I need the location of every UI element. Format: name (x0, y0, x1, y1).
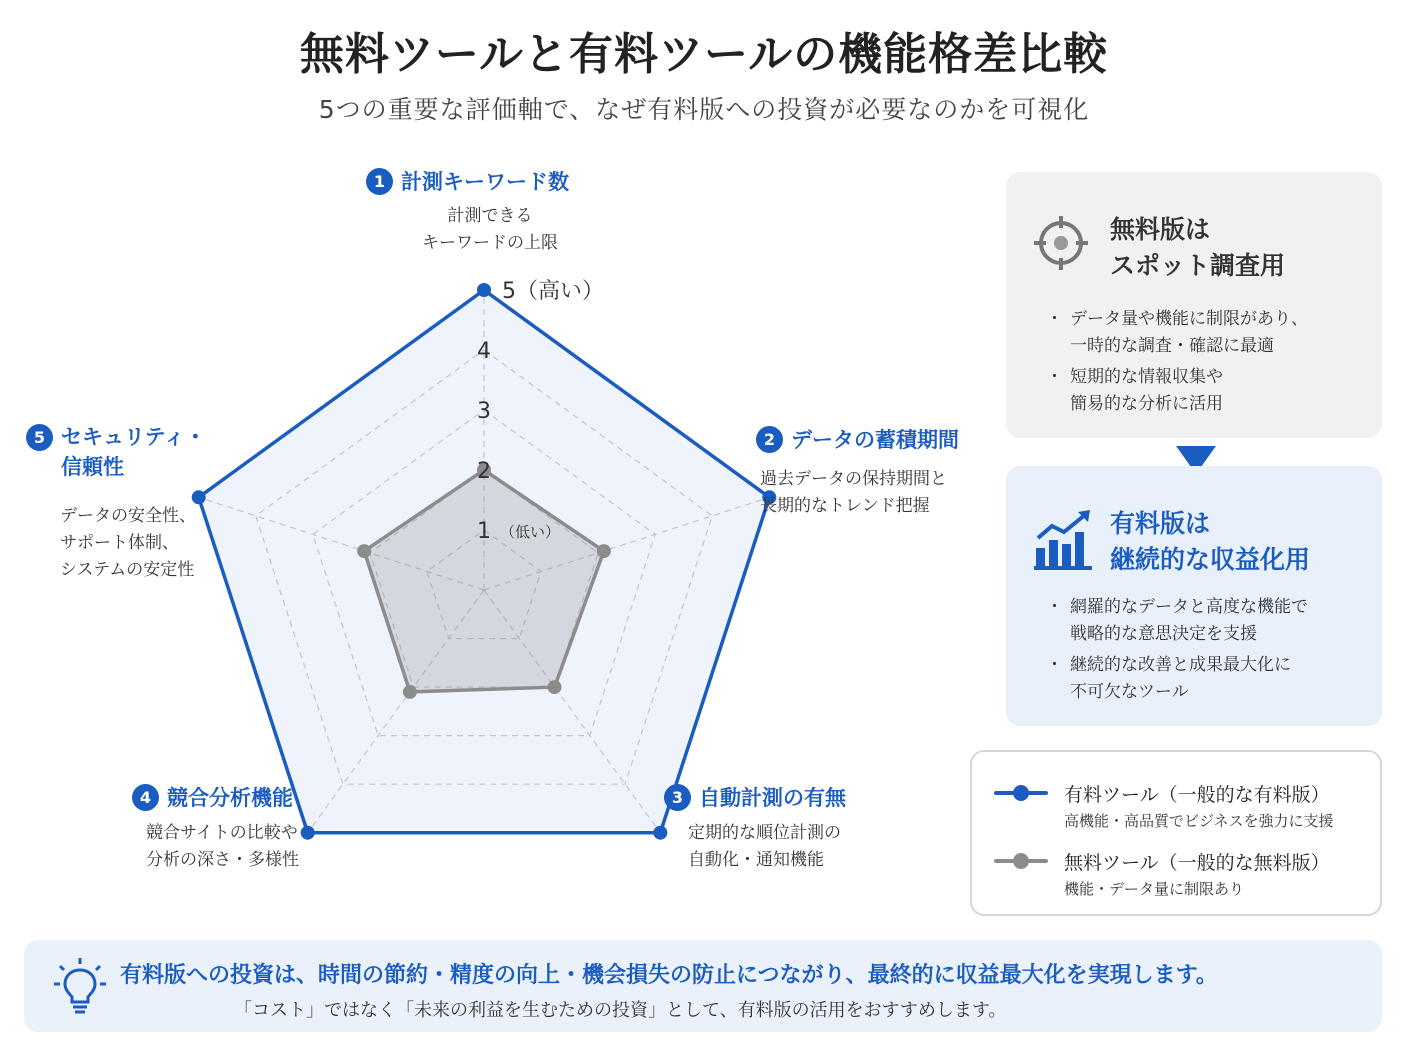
page-subtitle: 5つの重要な評価軸で、なぜ有料版への投資が必要なのかを可視化 (318, 95, 1090, 124)
tick-label: 4 (477, 339, 491, 364)
lightbulb-icon (52, 956, 108, 1016)
card-title-line: スポット調査用 (1110, 251, 1286, 280)
axis-label-2 (756, 424, 959, 454)
legend-sub: 高機能・高品質でビジネスを強力に支援 (1064, 812, 1334, 830)
card-title-line: 継続的な収益化用 (1110, 545, 1311, 574)
axis-desc-line: 競合サイトの比較や (146, 823, 298, 843)
axis-number-badge: 3 (664, 784, 691, 811)
tick-label: 5（高い） (502, 279, 604, 304)
axis-name-line: セキュリティ・ (61, 425, 206, 449)
free-card-title (1110, 212, 1285, 284)
axis-desc-1 (400, 203, 580, 257)
axis-label-5 (26, 424, 206, 482)
bullet-item (1052, 652, 1308, 706)
axis-desc-line: 長期的なトレンド把握 (760, 496, 930, 516)
tick-label: 2 (477, 459, 491, 484)
summary-main-text: 有料版への投資は、時間の節約・精度の向上・機会損失の防止につながり、最終的に収益最大化を実現します。 (120, 963, 1218, 988)
axis-number-badge: 1 (366, 168, 393, 195)
axis-name: データの蓄積期間 (791, 428, 959, 452)
legend-sub: 機能・データ量に制限あり (1064, 880, 1245, 898)
free-series-point (403, 685, 417, 699)
paid-version-card (1006, 466, 1382, 726)
bullet-item (1052, 306, 1308, 360)
chart-legend (970, 750, 1382, 916)
growth-chart-icon (1032, 510, 1094, 572)
free-card-bullets (1052, 306, 1308, 422)
free-series-point (357, 544, 371, 558)
axis-label-3 (664, 782, 846, 812)
paid-series-point (301, 826, 315, 840)
axis-number-badge: 5 (26, 424, 53, 451)
tick-label: 3 (477, 399, 491, 424)
axis-desc-2 (760, 466, 947, 520)
axis-label-4 (132, 782, 293, 812)
paid-card-title (1110, 506, 1310, 578)
legend-name: 有料ツール（一般的な有料版） (1064, 784, 1330, 806)
axis-name: 自動計測の有無 (699, 786, 846, 810)
card-title-line: 有料版は (1110, 509, 1211, 538)
axis-desc-4 (146, 820, 299, 874)
bullet-item (1052, 594, 1308, 648)
target-icon (1032, 214, 1090, 272)
free-version-card (1006, 172, 1382, 438)
axis-desc-line: 分析の深さ・多様性 (146, 850, 299, 870)
free-series-point (597, 544, 611, 558)
axis-label-1 (366, 166, 569, 196)
tick-label: 1 (477, 519, 491, 544)
bullet-line: ・ データ量や機能に制限があり、 (1070, 309, 1308, 329)
axis-desc-5 (60, 503, 196, 584)
axis-number-badge: 2 (756, 426, 783, 453)
tick-label-note: （低い） (500, 523, 561, 541)
axis-desc-line: 自動化・通知機能 (688, 850, 824, 870)
paid-series-point (653, 826, 667, 840)
bullet-line: ・ 短期的な情報収集や (1070, 367, 1223, 387)
legend-marker-paid (1013, 785, 1029, 801)
bullet-line: 簡易的な分析に活用 (1070, 394, 1223, 414)
bullet-item (1052, 364, 1308, 418)
bullet-line: 一時的な調査・確認に最適 (1070, 336, 1274, 356)
axis-number-badge: 4 (132, 784, 159, 811)
axis-name: 計測キーワード数 (401, 170, 569, 194)
bullet-line: ・ 網羅的なデータと高度な機能で (1070, 597, 1308, 617)
axis-desc-line: 計測できる (447, 206, 533, 226)
bullet-line: 不可欠なツール (1070, 682, 1189, 702)
paid-series-point (477, 283, 491, 297)
axis-desc-line: キーワードの上限 (422, 233, 558, 253)
axis-desc-line: 過去データの保持期間と (760, 469, 947, 489)
free-series-point (548, 680, 562, 694)
axis-name: 競合分析機能 (167, 786, 293, 810)
page-title: 無料ツールと有料ツールの機能格差比較 (299, 29, 1109, 80)
legend-name: 無料ツール（一般的な無料版） (1064, 852, 1330, 874)
summary-sub-text: 「コスト」ではなく「未来の利益を生むための投資」として、有料版の活用をおすすめします。 (234, 1000, 1007, 1021)
paid-card-bullets (1052, 594, 1308, 710)
axis-desc-line: サポート体制、 (60, 533, 179, 553)
axis-name-line: 信頼性 (61, 455, 124, 479)
axis-desc-line: 定期的な順位計測の (688, 823, 841, 843)
axis-name (61, 422, 206, 482)
summary-box (24, 940, 1382, 1032)
legend-marker-free (1013, 853, 1029, 869)
bullet-line: ・ 継続的な改善と成果最大化に (1070, 655, 1291, 675)
card-title-line: 無料版は (1110, 215, 1211, 244)
axis-desc-3 (688, 820, 841, 874)
axis-desc-line: データの安全性、 (60, 506, 196, 526)
axis-desc-line: システムの安定性 (60, 560, 195, 580)
bullet-line: 戦略的な意思決定を支援 (1070, 624, 1257, 644)
